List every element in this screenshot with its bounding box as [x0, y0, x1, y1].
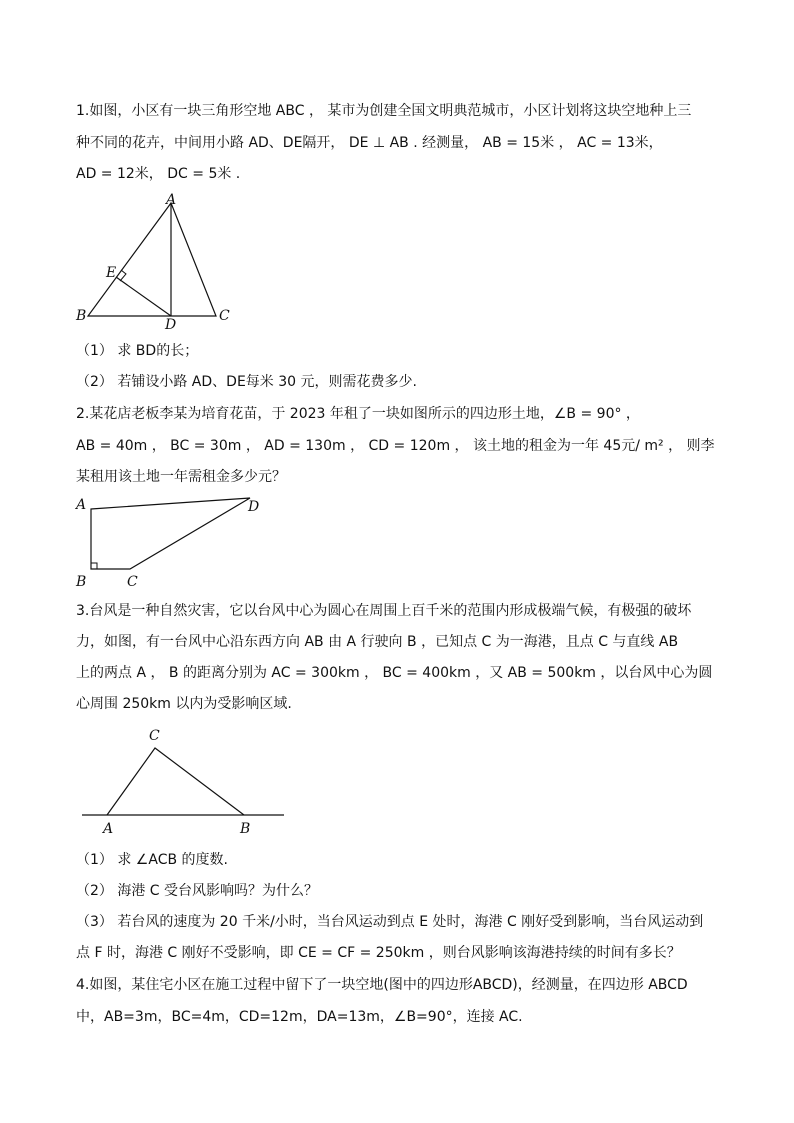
- q2-right-angle-mark: [91, 563, 97, 569]
- q2-label-c: C: [127, 574, 138, 590]
- q2-label-d: D: [248, 499, 260, 515]
- q1-label-a: A: [166, 192, 177, 208]
- q3-text-line-2: 力，如图，有一台风中心沿东西方向 AB 由 A 行驶向 B ，已知点 C 为一海港，且点 C 与直线 AB: [76, 634, 679, 650]
- q3-subquestion-2: （2） 海港 C 受台风影响吗？为什么？: [76, 883, 319, 899]
- q1-triangle-figure: [70, 190, 240, 330]
- q1-text-line-2: 种不同的花卉，中间用小路 AD、DE隔开， DE ⊥ AB . 经测量， AB = 15米 ， AC = 13米，: [76, 135, 663, 151]
- q2-text-line-1: 2.某花店老板李某为培育花苗，于 2023 年租了一块如图所示的四边形土地，∠B = 90° ，: [76, 406, 640, 422]
- q1-label-c: C: [219, 308, 230, 324]
- q3-text-line-1: 3.台风是一种自然灾害，它以台风中心为圆心在周围上百千米的范围内形成极端气候，有极强的破坏: [76, 603, 692, 619]
- q4-text-line-2: 中，AB=3m，BC=4m，CD=12m，DA=13m，∠B=90°，连接 AC.: [76, 1009, 523, 1025]
- q2-text-line-3: 某租用该土地一年需租金多少元？: [76, 469, 286, 485]
- q3-label-a: A: [103, 821, 114, 837]
- q3-label-c: C: [149, 728, 160, 744]
- q1-label-e: E: [106, 265, 117, 281]
- q2-quadrilateral-abcd: [91, 498, 250, 569]
- q3-text-line-4: 心周围 250km 以内为受影响区域.: [76, 696, 292, 712]
- q3-subquestion-1: （1） 求 ∠ACB 的度数.: [76, 852, 228, 868]
- q1-subquestion-1: （1） 求 BD的长；: [76, 343, 199, 359]
- q1-segment-de: [116, 277, 171, 316]
- q1-text-line-3: AD = 12米， DC = 5米 .: [76, 166, 241, 182]
- q3-label-b: B: [240, 821, 251, 837]
- q4-text-line-1: 4.如图，某住宅小区在施工过程中留下了一块空地(图中的四边形ABCD)，经测量，在四边形 ABCD: [76, 977, 688, 993]
- q1-label-b: B: [76, 308, 87, 324]
- q3-segments-ac-cb: [107, 748, 244, 815]
- q1-label-d: D: [165, 317, 177, 330]
- q1-triangle-abc: [88, 203, 216, 316]
- q2-label-b: B: [76, 574, 87, 590]
- q3-triangle-figure: [70, 722, 300, 842]
- q1-text-line-1: 1.如图，小区有一块三角形空地 ABC ， 某市为创建全国文明典范城市，小区计划将这块空地种上三: [76, 103, 692, 119]
- q2-quadrilateral-figure: [70, 490, 270, 590]
- q1-subquestion-2: （2） 若铺设小路 AD、DE每米 30 元，则需花费多少.: [76, 374, 417, 390]
- q3-text-line-3: 上的两点 A ， B 的距离分别为 AC = 300km ， BC = 400km ，又 AB = 500km ，以台风中心为圆: [76, 665, 713, 681]
- q3-subquestion-3-line-1: （3） 若台风的速度为 20 千米/小时，当台风运动到点 E 处时，海港 C 刚好受到影响，当台风运动到: [76, 914, 704, 930]
- q3-subquestion-3-line-2: 点 F 时，海港 C 刚好不受影响，即 CE = CF = 250km ，则台风影响该海港持续的时间有多长？: [76, 945, 681, 961]
- q2-label-a: A: [76, 497, 87, 513]
- q2-text-line-2: AB = 40m ， BC = 30m ， AD = 130m ， CD = 120m ， 该土地的租金为一年 45元/ m² ， 则李: [76, 438, 715, 454]
